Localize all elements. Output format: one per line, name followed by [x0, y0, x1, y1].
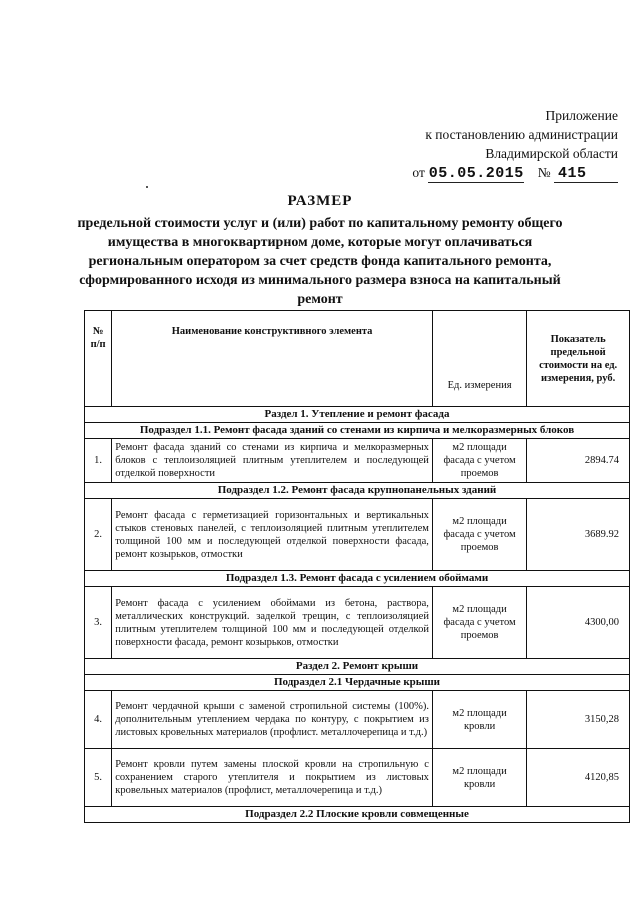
subsection-2-1-title: Подраздел 2.1 Чердачные крыши	[85, 675, 630, 691]
appendix-label: Приложение	[545, 108, 618, 123]
section-row	[85, 659, 630, 675]
number-prefix: №	[537, 165, 551, 180]
header-name: Наименование конструктивного элемента	[112, 311, 433, 407]
section-row	[85, 407, 630, 423]
row-value: 4300,00	[527, 587, 630, 659]
row-value: 4120,85	[527, 749, 630, 807]
row-num: 5.	[85, 749, 112, 807]
row-unit: м2 площади фасада с учетом проемов	[432, 499, 526, 571]
row-name: Ремонт фасада с усилением обоймами из бетона, раствора, металлических конструкций. заделкой трещин, с теплоизоляцией плитным утеплителем толщиной 100 мм и последующей отделкой поверхности фасада, ремонт козырьков, отмостки	[112, 587, 433, 659]
row-unit: м2 площади фасада с учетом проемов	[432, 439, 526, 483]
section-1-title: Раздел 1. Утепление и ремонт фасада	[85, 407, 630, 423]
title-main: РАЗМЕР	[287, 193, 353, 209]
scan-speck	[146, 186, 148, 188]
header-value: Показатель предельной стоимости на ед. измерения, руб.	[527, 311, 630, 407]
row-value: 3150,28	[527, 691, 630, 749]
subsection-row	[85, 483, 630, 499]
row-num: 4.	[85, 691, 112, 749]
table-row	[85, 587, 630, 659]
row-num: 2.	[85, 499, 112, 571]
title-subtitle: предельной стоимости услуг и (или) работ по капитальному ремонту общего имущества в многоквартирном доме, которые могут оплачиваться региональным оператором за счет средств фонда капитального ремонта, сформированного исходя из минимального размера взноса на капитальный ремонт	[77, 216, 563, 307]
subsection-row	[85, 423, 630, 439]
table-row	[85, 439, 630, 483]
row-value: 3689.92	[527, 499, 630, 571]
row-name: Ремонт чердачной крыши с заменой стропильной системы (100%). дополнительным утеплением чердака по контуру, с покрытием из листовых кровельных материалов (профлист. металлочерепица и т.д.)	[112, 691, 433, 749]
decree-date: 05.05.2015	[428, 165, 524, 182]
subsection-row	[85, 571, 630, 587]
row-value: 2894.74	[527, 439, 630, 483]
cost-table	[84, 310, 630, 823]
section-2-title: Раздел 2. Ремонт крыши	[85, 659, 630, 675]
row-num: 3.	[85, 587, 112, 659]
decree-number: 415	[554, 166, 618, 183]
subsection-1-1-title: Подраздел 1.1. Ремонт фасада зданий со стенами из кирпича и мелкоразмерных блоков	[85, 423, 630, 439]
row-unit: м2 площади кровли	[432, 691, 526, 749]
table-header-row	[85, 311, 630, 407]
table-row	[85, 691, 630, 749]
row-num: 1.	[85, 439, 112, 483]
row-name: Ремонт кровли путем замены плоской кровли на стропильную с сохранением старого утеплителя и покрытием из листовых кровельных материалов (профлист, металлочерепица и т.д.)	[112, 749, 433, 807]
row-name: Ремонт фасада зданий со стенами из кирпича и мелкоразмерных блоков с теплоизоляцией плитным утеплителем и последующей отделкой поверхности	[112, 439, 433, 483]
appendix-header	[412, 106, 618, 183]
row-unit: м2 площади фасада с учетом проемов	[432, 587, 526, 659]
header-unit: Ед. измерения	[432, 311, 526, 407]
document-title	[70, 192, 570, 309]
subsection-row	[85, 675, 630, 691]
subsection-2-2-title: Подраздел 2.2 Плоские кровли совмещенные	[85, 807, 630, 823]
table-row	[85, 749, 630, 807]
row-unit: м2 площади кровли	[432, 749, 526, 807]
header-num: № п/п	[85, 311, 112, 407]
table-row	[85, 499, 630, 571]
subsection-1-2-title: Подраздел 1.2. Ремонт фасада крупнопанельных зданий	[85, 483, 630, 499]
appendix-region: Владимирской области	[485, 146, 618, 161]
subsection-1-3-title: Подраздел 1.3. Ремонт фасада с усилением обоймами	[85, 571, 630, 587]
decree-date-line	[412, 163, 618, 183]
date-prefix: от	[412, 165, 425, 180]
subsection-row	[85, 807, 630, 823]
row-name: Ремонт фасада с герметизацией горизонтальных и вертикальных стыков стеновых панелей, с теплоизоляцией плитным утеплителем толщиной 100 мм и последующей отделкой поверхности фасада, ремонт козырьков, отмостки	[112, 499, 433, 571]
appendix-reference: к постановлению администрации	[425, 127, 618, 142]
